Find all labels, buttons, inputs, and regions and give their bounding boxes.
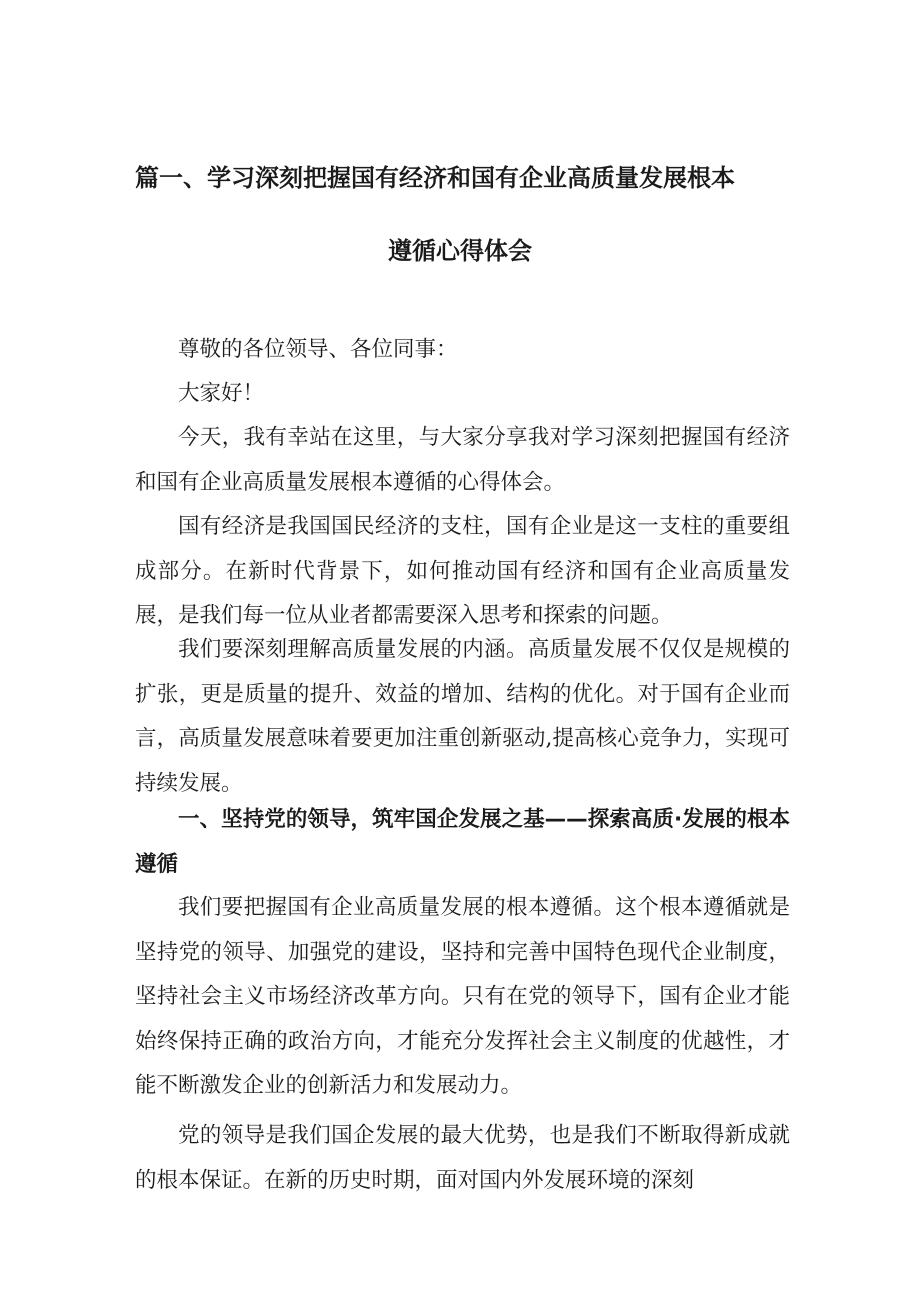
section-heading: 一、坚持党的领导，筑牢国企发展之基——探索高质·发展的根本遵循	[135, 807, 790, 877]
salutation: 尊敬的各位领导、各位同事：	[178, 337, 458, 362]
paragraph-intro: 今天，我有幸站在这里，与大家分享我对学习深刻把握国有经济和国有企业高质量发展根本遵循的心得体会。	[135, 425, 790, 495]
paragraph-state-economy: 国有经济是我国国民经济的支柱，国有企业是这一支柱的重要组成部分。在新时代背景下，如何推动国有经济和国有企业高质量发展，是我们每一位从业者都需要深入思考和探索的问题。	[135, 514, 790, 628]
paragraph-party-leadership: 党的领导是我们国企发展的最大优势，也是我们不断取得新成就的根本保证。在新的历史时期，面对国内外发展环境的深刻	[135, 1123, 790, 1193]
paragraph-quality-development: 我们要深刻理解高质量发展的内涵。高质量发展不仅仅是规模的扩张，更是质量的提升、效益的增加、结构的优化。对于国有企业而言，高质量发展意味着要更加注重创新驱动,提高核心竞争力，实现可持续发展。	[135, 637, 790, 796]
document-title-line-2: 遵循心得体会	[388, 237, 532, 265]
document-title-line-1: 篇一、学习深刻把握国有经济和国有企业高质量发展根本	[135, 164, 735, 192]
greeting: 大家好！	[178, 381, 265, 406]
paragraph-fundamental-principle: 我们要把握国有企业高质量发展的根本遵循。这个根本遵循就是坚持党的领导、加强党的建设，坚持和完善中国特色现代企业制度，坚持社会主义市场经济改革方向。只有在党的领导下，国有企业才能始终保持正确的政治方向，才能充分发挥社会主义制度的优越性，才能不断激发企业的创新活力和发展动力。	[135, 895, 790, 1098]
